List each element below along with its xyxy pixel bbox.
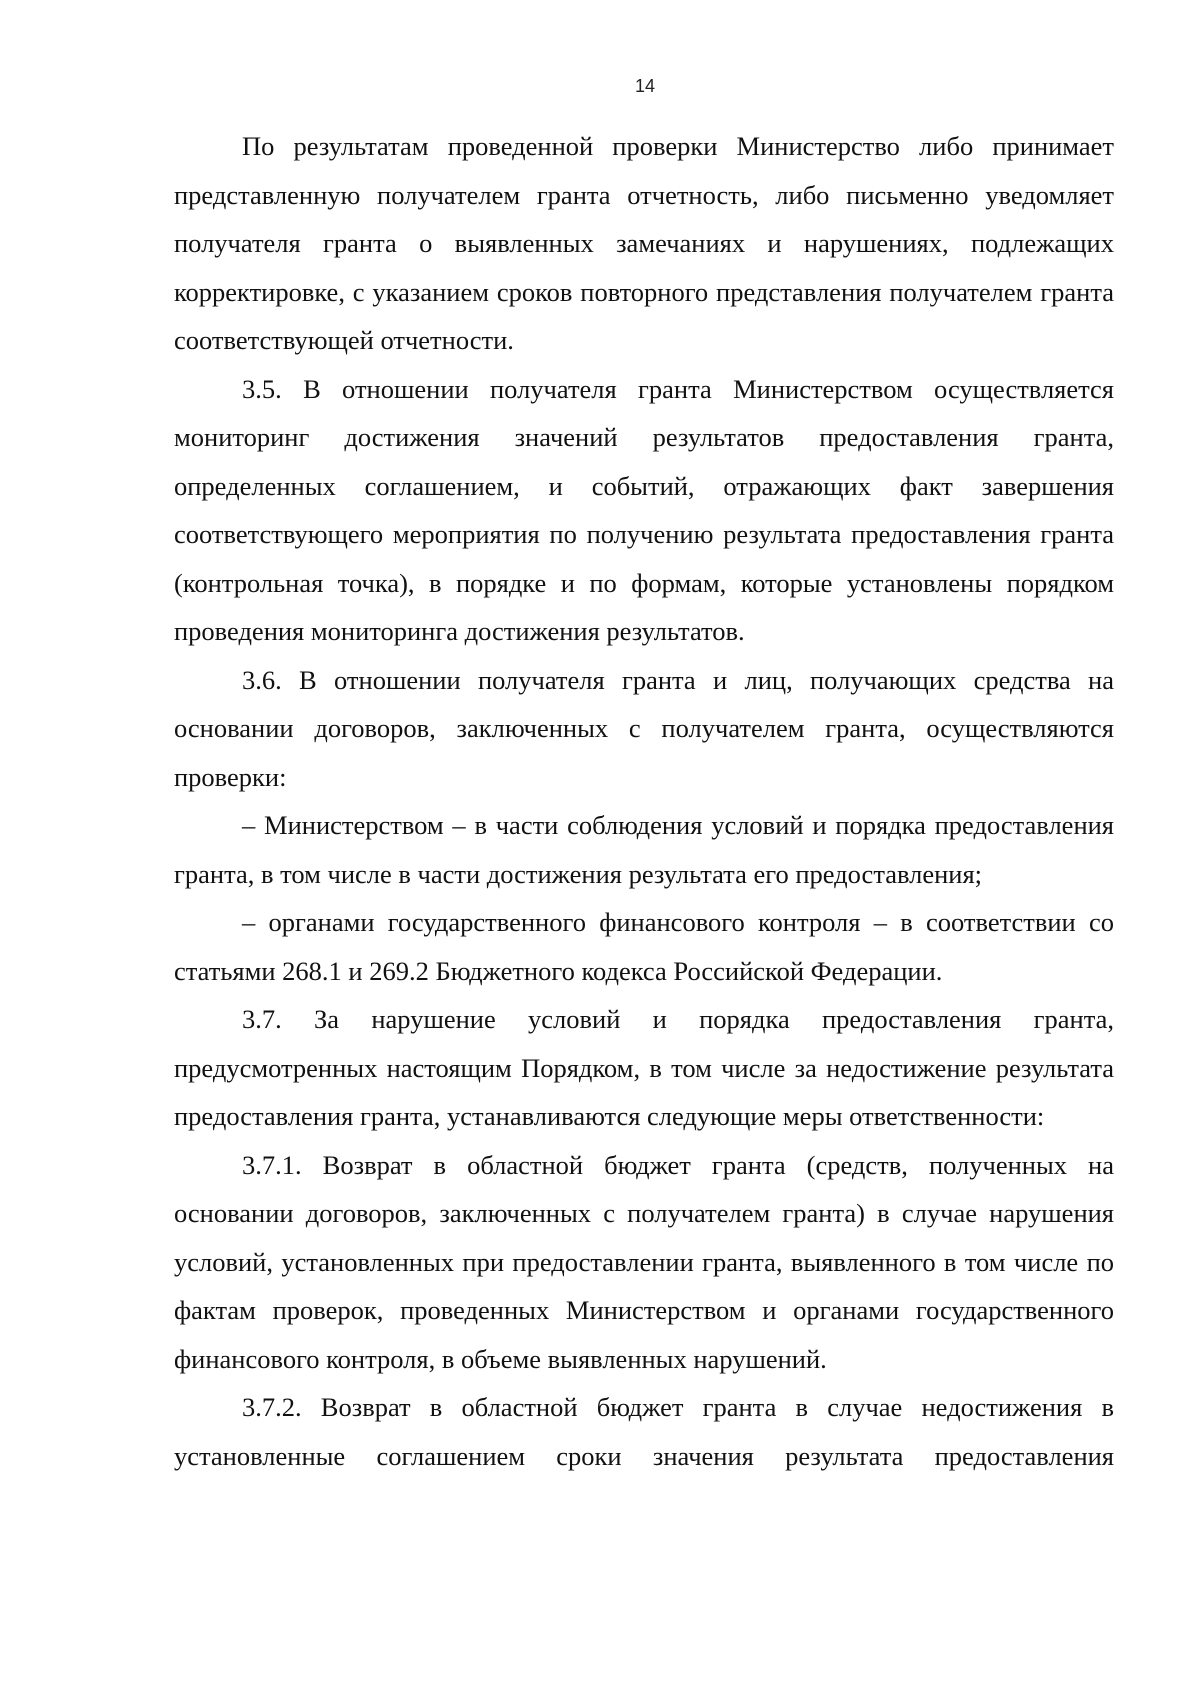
- paragraph-3-7-1: 3.7.1. Возврат в областной бюджет гранта (средств, полученных на основании договоров, заключенных с получателем гранта) в случае нарушения условий, установленных при предоставлении гранта, выявленного в том числе по фактам проверок, проведенных Министерством и органами государственного финансового контроля, в объеме выявленных нарушений.: [174, 1149, 1114, 1374]
- list-item-ministry-checks: – Министерством – в части соблюдения условий и порядка предоставления гранта, в том числе в части достижения результата его предоставления;: [174, 810, 1114, 889]
- document-body: [174, 122, 1114, 1480]
- paragraph-3-7-2: 3.7.2. Возврат в областной бюджет гранта в случае недостижения в установленные соглашением сроки значения результата предоставления: [174, 1392, 1114, 1471]
- paragraph-3-5: 3.5. В отношении получателя гранта Министерством осуществляется мониторинг достижения значений результатов предоставления гранта, определенных соглашением, и событий, отражающих факт завершения соответствующего мероприятия по получению результата предоставления гранта (контрольная точка), в порядке и по формам, которые установлены порядком проведения мониторинга достижения результатов.: [174, 373, 1114, 646]
- paragraph-review-results: По результатам проведенной проверки Министерство либо принимает представленную получателем гранта отчетность, либо письменно уведомляет получателя гранта о выявленных замечаниях и нарушениях, подлежащих корректировке, с указанием сроков повторного представления получателем гранта соответствующей отчетности.: [174, 131, 1114, 355]
- paragraph-3-6: 3.6. В отношении получателя гранта и лиц, получающих средства на основании договоров, заключенных с получателем гранта, осуществляются проверки:: [174, 664, 1114, 792]
- page-number: 14: [634, 76, 656, 96]
- paragraph-3-7: 3.7. За нарушение условий и порядка предоставления гранта, предусмотренных настоящим Порядком, в том числе за недостижение результата предоставления гранта, устанавливаются следующие меры ответственности:: [174, 1004, 1114, 1131]
- list-item-financial-control-checks: – органами государственного финансового контроля – в соответствии со статьями 268.1 и 269.2 Бюджетного кодекса Российской Федерации.: [174, 907, 1114, 986]
